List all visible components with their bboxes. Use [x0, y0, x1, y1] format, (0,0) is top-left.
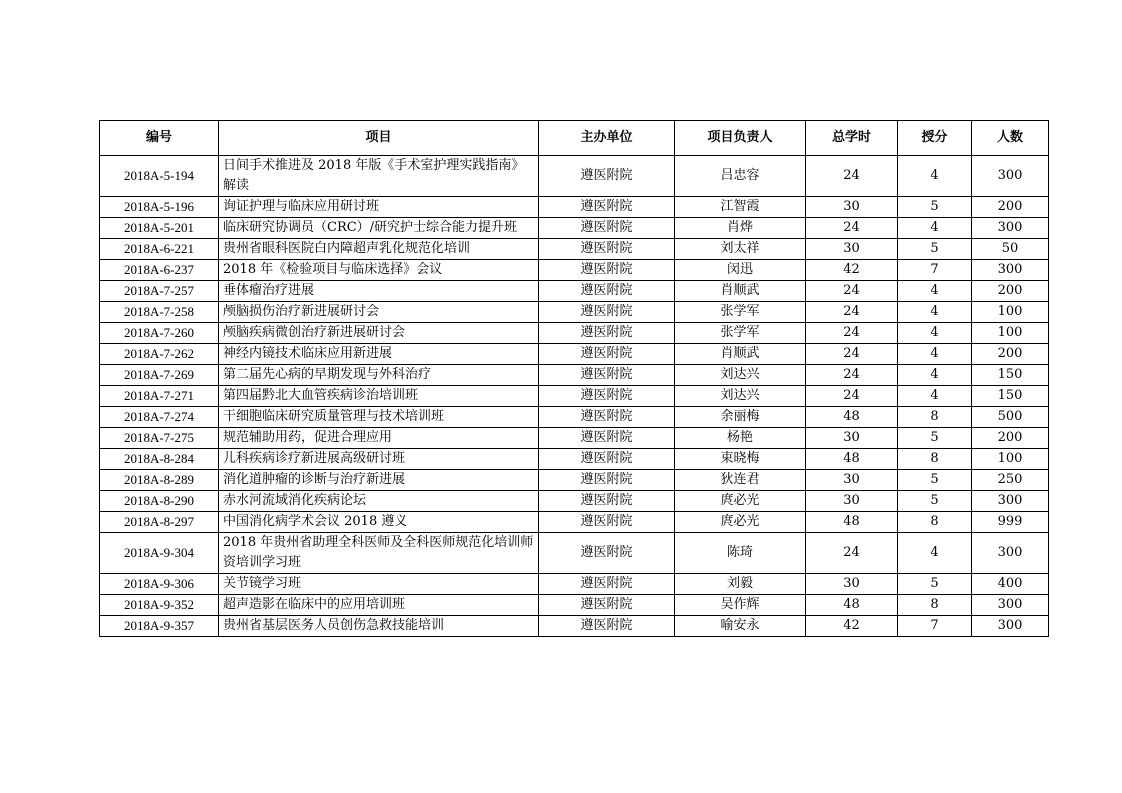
table-row — [100, 260, 1049, 281]
table-header-row — [100, 121, 1049, 156]
cell-project: 2018 年《检验项目与临床选择》会议 — [219, 260, 539, 281]
cell-credits: 5 — [898, 574, 972, 595]
table-row — [100, 407, 1049, 428]
col-header-code: 编号 — [100, 121, 219, 156]
col-header-lead: 项目负责人 — [675, 121, 806, 156]
cell-count: 200 — [972, 428, 1049, 449]
cell-lead: 肖顺武 — [675, 281, 806, 302]
cell-credits: 8 — [898, 512, 972, 533]
cell-count: 200 — [972, 281, 1049, 302]
cell-organizer: 遵医附院 — [539, 344, 675, 365]
cell-project: 颅脑损伤治疗新进展研讨会 — [219, 302, 539, 323]
cell-credits: 5 — [898, 470, 972, 491]
cell-count: 300 — [972, 533, 1049, 574]
cell-project: 神经内镜技术临床应用新进展 — [219, 344, 539, 365]
cell-lead: 刘毅 — [675, 574, 806, 595]
cell-credits: 8 — [898, 595, 972, 616]
cell-count: 300 — [972, 595, 1049, 616]
cell-hours: 48 — [806, 595, 898, 616]
cell-project: 第四届黔北大血管疾病诊治培训班 — [219, 386, 539, 407]
cell-hours: 30 — [806, 239, 898, 260]
cell-count: 100 — [972, 449, 1049, 470]
cell-count: 300 — [972, 491, 1049, 512]
cell-project: 超声造影在临床中的应用培训班 — [219, 595, 539, 616]
cell-project: 颅脑疾病微创治疗新进展研讨会 — [219, 323, 539, 344]
table-row — [100, 386, 1049, 407]
cell-count: 100 — [972, 323, 1049, 344]
cell-hours: 48 — [806, 407, 898, 428]
cell-hours: 24 — [806, 386, 898, 407]
cell-count: 150 — [972, 386, 1049, 407]
cell-count: 400 — [972, 574, 1049, 595]
table-row — [100, 595, 1049, 616]
cell-count: 300 — [972, 156, 1049, 197]
table-row — [100, 281, 1049, 302]
cell-lead: 陈琦 — [675, 533, 806, 574]
table-row — [100, 197, 1049, 218]
cell-organizer: 遵医附院 — [539, 616, 675, 637]
cell-project: 关节镜学习班 — [219, 574, 539, 595]
cell-organizer: 遵医附院 — [539, 595, 675, 616]
cell-hours: 30 — [806, 574, 898, 595]
cell-credits: 7 — [898, 616, 972, 637]
cell-organizer: 遵医附院 — [539, 491, 675, 512]
cell-organizer: 遵医附院 — [539, 470, 675, 491]
cell-hours: 30 — [806, 491, 898, 512]
table-row — [100, 574, 1049, 595]
cell-project: 2018 年贵州省助理全科医师及全科医师规范化培训师资培训学习班 — [219, 533, 539, 574]
cell-hours: 30 — [806, 428, 898, 449]
table-row — [100, 323, 1049, 344]
table-row — [100, 512, 1049, 533]
cell-code: 2018A-7-260 — [100, 323, 219, 344]
cell-organizer: 遵医附院 — [539, 281, 675, 302]
cell-hours: 30 — [806, 197, 898, 218]
cell-hours: 24 — [806, 323, 898, 344]
cell-organizer: 遵医附院 — [539, 449, 675, 470]
cell-organizer: 遵医附院 — [539, 218, 675, 239]
table-row — [100, 533, 1049, 574]
table-row — [100, 449, 1049, 470]
cell-project: 询证护理与临床应用研讨班 — [219, 197, 539, 218]
cell-lead: 狄连君 — [675, 470, 806, 491]
cell-count: 500 — [972, 407, 1049, 428]
cell-credits: 8 — [898, 407, 972, 428]
col-header-organizer: 主办单位 — [539, 121, 675, 156]
cell-project: 中国消化病学术会议 2018 遵义 — [219, 512, 539, 533]
cell-credits: 8 — [898, 449, 972, 470]
cell-lead: 江智霞 — [675, 197, 806, 218]
cell-project: 日间手术推进及 2018 年版《手术室护理实践指南》解读 — [219, 156, 539, 197]
table-row — [100, 239, 1049, 260]
col-header-count: 人数 — [972, 121, 1049, 156]
table-row — [100, 218, 1049, 239]
cell-lead: 吴作辉 — [675, 595, 806, 616]
cell-lead: 余丽梅 — [675, 407, 806, 428]
cell-hours: 24 — [806, 218, 898, 239]
table-row — [100, 616, 1049, 637]
cell-organizer: 遵医附院 — [539, 323, 675, 344]
cell-count: 200 — [972, 197, 1049, 218]
cell-organizer: 遵医附院 — [539, 302, 675, 323]
cell-organizer: 遵医附院 — [539, 574, 675, 595]
cell-hours: 24 — [806, 344, 898, 365]
cell-hours: 24 — [806, 365, 898, 386]
cell-project: 干细胞临床研究质量管理与技术培训班 — [219, 407, 539, 428]
cell-lead: 肖烨 — [675, 218, 806, 239]
cell-hours: 48 — [806, 449, 898, 470]
cell-hours: 24 — [806, 533, 898, 574]
cell-credits: 5 — [898, 491, 972, 512]
cell-hours: 48 — [806, 512, 898, 533]
cell-credits: 4 — [898, 218, 972, 239]
col-header-hours: 总学时 — [806, 121, 898, 156]
course-roster-table — [99, 120, 1049, 637]
cell-code: 2018A-8-284 — [100, 449, 219, 470]
cell-code: 2018A-6-221 — [100, 239, 219, 260]
cell-code: 2018A-9-306 — [100, 574, 219, 595]
cell-code: 2018A-7-269 — [100, 365, 219, 386]
cell-hours: 42 — [806, 260, 898, 281]
cell-credits: 4 — [898, 344, 972, 365]
cell-organizer: 遵医附院 — [539, 365, 675, 386]
cell-count: 150 — [972, 365, 1049, 386]
cell-project: 儿科疾病诊疗新进展高级研讨班 — [219, 449, 539, 470]
cell-organizer: 遵医附院 — [539, 428, 675, 449]
table-row — [100, 470, 1049, 491]
cell-lead: 吕忠容 — [675, 156, 806, 197]
cell-code: 2018A-7-262 — [100, 344, 219, 365]
cell-credits: 4 — [898, 156, 972, 197]
cell-code: 2018A-7-258 — [100, 302, 219, 323]
cell-lead: 庹必光 — [675, 512, 806, 533]
cell-hours: 24 — [806, 302, 898, 323]
cell-project: 消化道肿瘤的诊断与治疗新进展 — [219, 470, 539, 491]
cell-lead: 杨艳 — [675, 428, 806, 449]
cell-credits: 7 — [898, 260, 972, 281]
cell-lead: 刘达兴 — [675, 386, 806, 407]
cell-count: 200 — [972, 344, 1049, 365]
cell-code: 2018A-8-289 — [100, 470, 219, 491]
cell-code: 2018A-5-196 — [100, 197, 219, 218]
cell-code: 2018A-6-237 — [100, 260, 219, 281]
cell-hours: 24 — [806, 156, 898, 197]
cell-organizer: 遵医附院 — [539, 239, 675, 260]
table-row — [100, 344, 1049, 365]
cell-code: 2018A-7-257 — [100, 281, 219, 302]
cell-count: 300 — [972, 616, 1049, 637]
cell-code: 2018A-8-297 — [100, 512, 219, 533]
cell-lead: 张学军 — [675, 302, 806, 323]
cell-lead: 闵迅 — [675, 260, 806, 281]
cell-code: 2018A-7-274 — [100, 407, 219, 428]
cell-organizer: 遵医附院 — [539, 156, 675, 197]
cell-count: 250 — [972, 470, 1049, 491]
cell-project: 赤水河流域消化疾病论坛 — [219, 491, 539, 512]
table-row — [100, 491, 1049, 512]
cell-code: 2018A-7-271 — [100, 386, 219, 407]
cell-code: 2018A-9-352 — [100, 595, 219, 616]
cell-hours: 30 — [806, 470, 898, 491]
cell-count: 50 — [972, 239, 1049, 260]
cell-credits: 4 — [898, 281, 972, 302]
cell-project: 垂体瘤治疗进展 — [219, 281, 539, 302]
cell-project: 第二届先心病的早期发现与外科治疗 — [219, 365, 539, 386]
cell-organizer: 遵医附院 — [539, 197, 675, 218]
cell-organizer: 遵医附院 — [539, 260, 675, 281]
cell-organizer: 遵医附院 — [539, 512, 675, 533]
cell-credits: 4 — [898, 386, 972, 407]
cell-lead: 庹必光 — [675, 491, 806, 512]
cell-project: 贵州省基层医务人员创伤急救技能培训 — [219, 616, 539, 637]
cell-lead: 肖顺武 — [675, 344, 806, 365]
cell-project: 临床研究协调员（CRC）/研究护士综合能力提升班 — [219, 218, 539, 239]
cell-code: 2018A-9-304 — [100, 533, 219, 574]
cell-hours: 24 — [806, 281, 898, 302]
cell-count: 999 — [972, 512, 1049, 533]
cell-lead: 束晓梅 — [675, 449, 806, 470]
col-header-project: 项目 — [219, 121, 539, 156]
cell-credits: 4 — [898, 302, 972, 323]
cell-lead: 张学军 — [675, 323, 806, 344]
cell-code: 2018A-5-194 — [100, 156, 219, 197]
cell-credits: 4 — [898, 533, 972, 574]
cell-organizer: 遵医附院 — [539, 386, 675, 407]
table-row — [100, 365, 1049, 386]
cell-credits: 5 — [898, 428, 972, 449]
cell-code: 2018A-7-275 — [100, 428, 219, 449]
cell-credits: 5 — [898, 197, 972, 218]
cell-lead: 刘太祥 — [675, 239, 806, 260]
cell-code: 2018A-8-290 — [100, 491, 219, 512]
table-body — [100, 156, 1049, 637]
cell-hours: 42 — [806, 616, 898, 637]
table-row — [100, 302, 1049, 323]
cell-project: 规范辅助用药，促进合理应用 — [219, 428, 539, 449]
cell-organizer: 遵医附院 — [539, 533, 675, 574]
cell-count: 300 — [972, 260, 1049, 281]
cell-credits: 5 — [898, 239, 972, 260]
table-row — [100, 156, 1049, 197]
cell-organizer: 遵医附院 — [539, 407, 675, 428]
cell-credits: 4 — [898, 323, 972, 344]
cell-code: 2018A-5-201 — [100, 218, 219, 239]
cell-project: 贵州省眼科医院白内障超声乳化规范化培训 — [219, 239, 539, 260]
cell-lead: 刘达兴 — [675, 365, 806, 386]
cell-count: 100 — [972, 302, 1049, 323]
cell-code: 2018A-9-357 — [100, 616, 219, 637]
cell-lead: 喻安永 — [675, 616, 806, 637]
cell-credits: 4 — [898, 365, 972, 386]
col-header-credits: 授分 — [898, 121, 972, 156]
table-row — [100, 428, 1049, 449]
cell-count: 300 — [972, 218, 1049, 239]
